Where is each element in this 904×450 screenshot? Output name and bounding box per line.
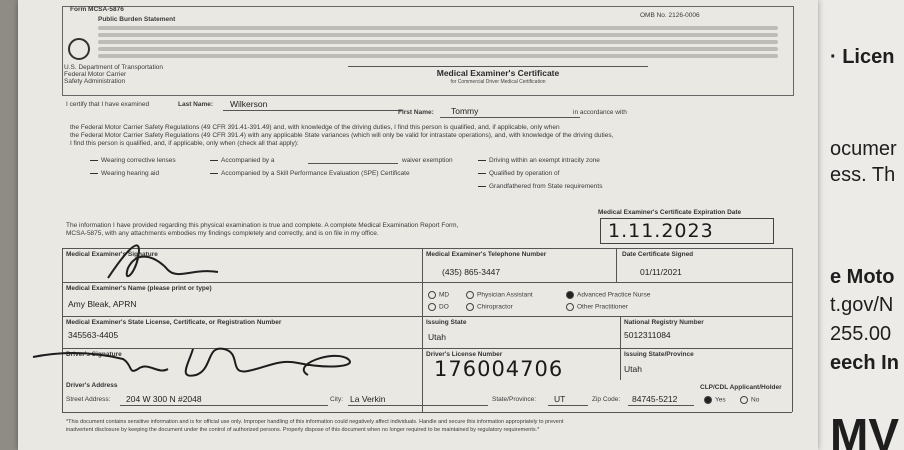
- examiner-name-label: Medical Examiner's Name (please print or type): [66, 285, 212, 292]
- background-document: [818, 0, 904, 450]
- license-value: 345563-4405: [68, 330, 119, 340]
- phone-value: (435) 865-3447: [442, 267, 501, 277]
- medical-certificate: [18, 0, 818, 450]
- state-label: State/Province:: [492, 396, 537, 403]
- first-name-rule: [440, 117, 580, 118]
- burden-text: [98, 26, 778, 30]
- side-text-1: · Licen: [830, 46, 895, 68]
- side-text-8: MV: [830, 409, 899, 450]
- option-do[interactable]: DO: [428, 303, 449, 311]
- registry-label: National Registry Number: [624, 319, 704, 326]
- side-text-6: 255.00: [830, 323, 892, 345]
- option-md[interactable]: MD: [428, 291, 449, 299]
- street-label: Street Address:: [66, 396, 111, 403]
- condition-hearing-aid[interactable]: Wearing hearing aid: [90, 170, 159, 177]
- certify-intro: I certify that I have examined: [66, 101, 150, 108]
- option-apn[interactable]: Advanced Practice Nurse: [566, 291, 650, 299]
- accordance-text: in accordance with: [573, 109, 627, 116]
- side-text-2: ocumer: [830, 138, 897, 160]
- option-other[interactable]: Other Practitioner: [566, 303, 628, 311]
- clp-yes[interactable]: Yes: [704, 396, 726, 404]
- issuing-state-value: Utah: [428, 332, 446, 342]
- first-name-value: Tommy: [451, 106, 479, 116]
- street-rule: [120, 405, 328, 406]
- side-text-3: ess. Th: [830, 164, 896, 186]
- street-value: 204 W 300 N #2048: [126, 394, 202, 404]
- rule: [62, 412, 792, 413]
- date-signed-value: 01/11/2021: [640, 267, 682, 277]
- option-pa[interactable]: Physician Assistant: [466, 291, 533, 299]
- expiration-date: 1.11.2023: [608, 220, 714, 242]
- dl-state-value: Utah: [624, 364, 642, 374]
- license-label: Medical Examiner's State License, Certificate, or Registration Number: [66, 319, 282, 326]
- zip-value: 84745-5212: [632, 394, 678, 404]
- date-signed-label: Date Certificate Signed: [622, 251, 694, 258]
- burden-text: [98, 54, 778, 58]
- burden-text: [98, 33, 778, 37]
- name-rule: [223, 110, 403, 111]
- rule: [616, 248, 617, 282]
- regulation-line-1: the Federal Motor Carrier Safety Regulations (49 CFR 391.41-391.49) and, with knowledge of the driving duties, I find this person is qualified, and, if applicable, only when: [70, 124, 560, 131]
- issuing-state-label: Issuing State: [426, 319, 467, 326]
- burden-text: [98, 40, 778, 44]
- examiner-signature: [98, 228, 238, 288]
- footer-line-1: *This document contains sensitive information and is for official use only. Improper handling of this information could negatively affect individuals. Handle and secure this information appropriately to prevent: [66, 419, 564, 425]
- side-text-5: t.gov/N: [830, 294, 894, 316]
- clp-no[interactable]: No: [740, 396, 759, 404]
- condition-lenses[interactable]: Wearing corrective lenses: [90, 157, 176, 164]
- last-name-label: Last Name:: [178, 101, 214, 108]
- certificate-subtitle: for Commercial Driver Medical Certification: [450, 79, 546, 85]
- clp-label: CLP/CDL Applicant/Holder: [700, 384, 782, 391]
- option-chiro[interactable]: Chiropractor: [466, 303, 513, 311]
- form-id: Form MCSA-5876: [70, 6, 124, 13]
- driver-signature-label: Driver's Signature: [66, 351, 122, 358]
- zip-rule: [628, 405, 694, 406]
- condition-accompanied[interactable]: Accompanied by a: [210, 157, 274, 164]
- expiration-label: Medical Examiner's Certificate Expiration Date: [598, 209, 742, 216]
- driver-signature: [28, 335, 368, 385]
- condition-grandfathered[interactable]: Grandfathered from State requirements: [478, 183, 602, 190]
- condition-spe[interactable]: Accompanied by a Skill Performance Evaluation (SPE) Certificate: [210, 170, 410, 177]
- dl-state-label: Issuing State/Province: [624, 351, 694, 358]
- state-rule: [548, 405, 588, 406]
- city-label: City:: [330, 396, 343, 403]
- dl-label: Driver's License Number: [426, 351, 503, 358]
- side-text-7: eech In: [830, 352, 899, 374]
- rule: [620, 316, 621, 380]
- condition-waiver: waiver exemption: [402, 157, 453, 164]
- condition-exempt-zone[interactable]: Driving within an exempt intracity zone: [478, 157, 600, 164]
- first-name-label: First Name:: [398, 109, 434, 116]
- condition-qualified-op[interactable]: Qualified by operation of: [478, 170, 559, 177]
- certificate-title: Medical Examiner's Certificate: [436, 68, 560, 78]
- omb-number: OMB No. 2126-0006: [640, 12, 700, 19]
- side-text-4: e Moto: [830, 266, 895, 288]
- regulation-line-3: I find this person is qualified, and, if applicable, only when (check all that apply):: [70, 140, 299, 147]
- zip-label: Zip Code:: [592, 396, 621, 403]
- burden-title: Public Burden Statement: [98, 16, 176, 23]
- registry-value: 5012311084: [624, 330, 671, 340]
- phone-label: Medical Examiner's Telephone Number: [426, 251, 547, 258]
- agency-line-3: Safety Administration: [64, 78, 126, 85]
- statement-line-1: The information I have provided regarding this physical examination is true and complete. A complete Medical Examination Report Form,: [66, 222, 459, 229]
- rule: [62, 316, 792, 317]
- waiver-rule: [308, 163, 398, 164]
- city-value: La Verkin: [350, 394, 386, 404]
- rule: [792, 248, 793, 412]
- address-label: Driver's Address: [66, 382, 118, 389]
- state-value: UT: [554, 394, 566, 404]
- footer-line-2: inadvertent disclosure by keeping the document under the control of authorized persons. Properly dispose of this document when no longer required to be maintained by regulatory requirements.*: [66, 427, 540, 433]
- regulation-line-2: the Federal Motor Carrier Safety Regulations (49 CFR 391.4) with any applicable State variances (which will only be valid for intrastate operations), and, with knowledge of the driving duties,: [70, 132, 614, 139]
- driver-signature-text: [18, 0, 26, 1]
- city-rule: [348, 405, 488, 406]
- examiner-signature-label: Medical Examiner's Signature: [66, 251, 158, 258]
- dot-logo-icon: [68, 38, 90, 60]
- rule: [62, 248, 63, 412]
- examiner-name-value: Amy Bleak, APRN: [68, 299, 137, 309]
- dl-number: 176004706: [434, 357, 564, 381]
- agency-line-2: Federal Motor Carrier: [64, 71, 127, 78]
- rule: [422, 248, 423, 412]
- statement-line-2: MCSA-5875, with any attachments embodies my findings completely and correctly, and is on file in my office.: [66, 230, 379, 237]
- last-name-value: Wilkerson: [230, 99, 268, 109]
- agency-line-1: U.S. Department of Transportation: [64, 64, 163, 71]
- title-rule: [348, 66, 648, 67]
- burden-text: [98, 47, 778, 51]
